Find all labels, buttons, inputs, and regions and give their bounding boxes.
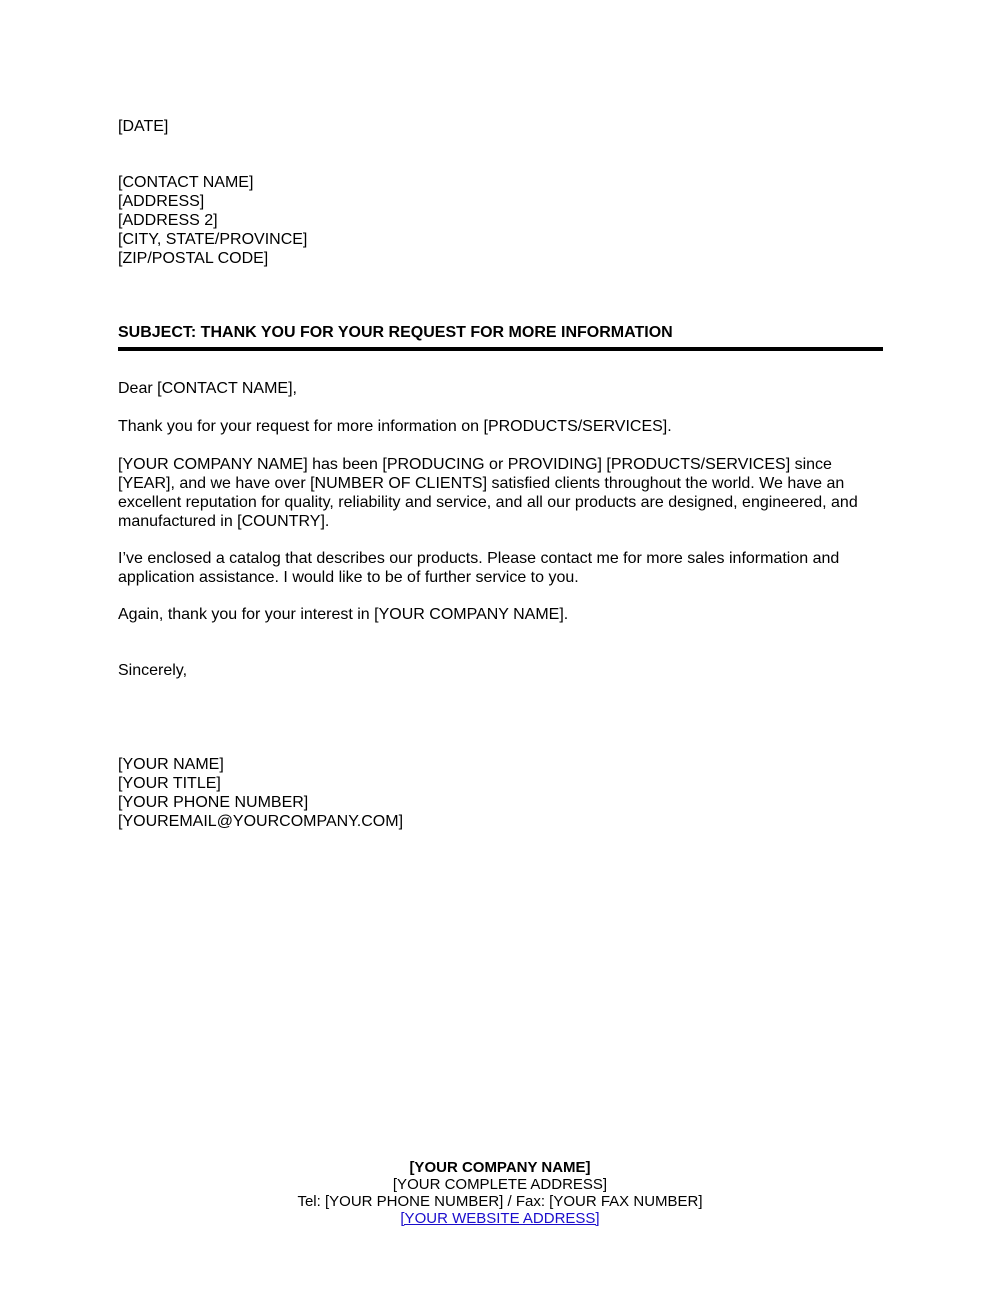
letter-date: [DATE]: [118, 118, 169, 135]
paragraph-text: I’ve enclosed a catalog that describes our products. Please contact me for more sales information and application assistance. I would like to be of further service to you.: [118, 550, 840, 586]
paragraph-text: [YOUR COMPANY NAME] has been [PRODUCING or PROVIDING] [PRODUCTS/SERVICES] since [YEAR], and we have over [NUMBER OF CLIENTS] satisfied clients throughout the world. We have an excellent reputation for quality, reliability and service, and all our products are designed, engineered, and manufactured in [COUNTRY].: [118, 456, 858, 530]
salutation: [118, 379, 883, 398]
body-paragraph-1: [118, 417, 883, 436]
footer-company-name: [YOUR COMPANY NAME]: [409, 1159, 591, 1176]
body-paragraph-2: [118, 455, 888, 531]
footer-contact: Tel: [YOUR PHONE NUMBER] / Fax: [YOUR FAX NUMBER]: [297, 1193, 703, 1210]
footer-address: [YOUR COMPLETE ADDRESS]: [392, 1176, 608, 1193]
recipient-contact-name: [CONTACT NAME]: [118, 174, 254, 191]
signature-block: [118, 755, 883, 831]
recipient-address-block: [118, 173, 883, 268]
date-block: [118, 117, 883, 136]
body-paragraph-3: [118, 549, 883, 587]
closing: [118, 661, 883, 680]
closing-text: Sincerely,: [118, 662, 188, 679]
recipient-zip: [ZIP/POSTAL CODE]: [118, 250, 269, 267]
signature-name: [YOUR NAME]: [118, 756, 224, 773]
recipient-address-2: [ADDRESS 2]: [118, 212, 218, 229]
subject-divider: [118, 347, 883, 351]
recipient-address: [ADDRESS]: [118, 193, 205, 210]
signature-phone: [YOUR PHONE NUMBER]: [118, 794, 309, 811]
signature-email: [YOUREMAIL@YOURCOMPANY.COM]: [118, 813, 404, 830]
subject-line: SUBJECT: THANK YOU FOR YOUR REQUEST FOR MORE INFORMATION: [118, 324, 673, 341]
recipient-city-state: [CITY, STATE/PROVINCE]: [118, 231, 308, 248]
letterhead-footer: [0, 1159, 1000, 1227]
salutation-text: Dear [CONTACT NAME],: [118, 380, 297, 397]
paragraph-text: Thank you for your request for more information on [PRODUCTS/SERVICES].: [118, 418, 672, 435]
footer-website-link[interactable]: [YOUR WEBSITE ADDRESS]: [400, 1210, 600, 1227]
paragraph-text: Again, thank you for your interest in [YOUR COMPANY NAME].: [118, 606, 569, 623]
body-paragraph-4: [118, 605, 883, 624]
signature-title: [YOUR TITLE]: [118, 775, 221, 792]
